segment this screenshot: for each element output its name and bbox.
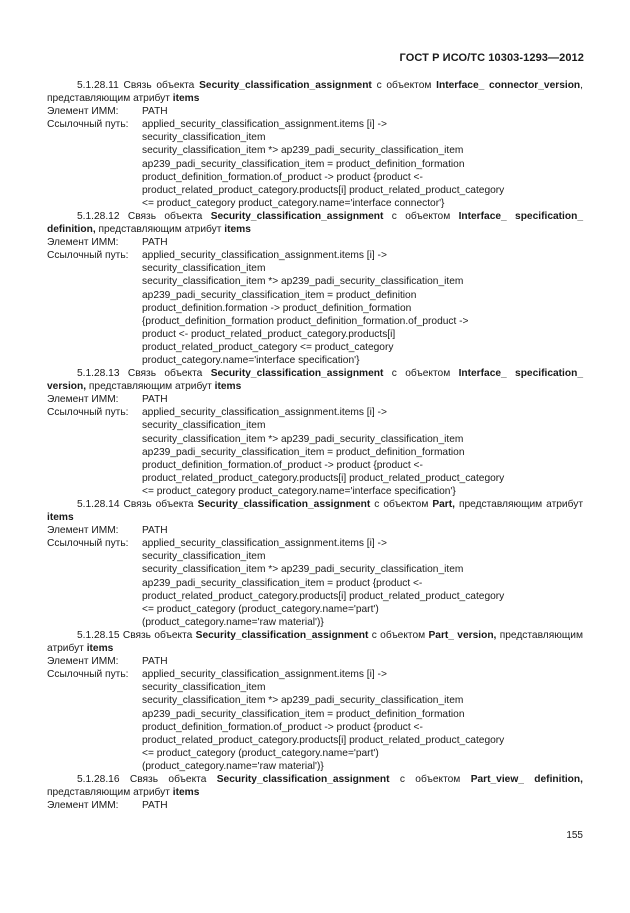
section-5-1-28-16 bbox=[47, 773, 583, 812]
target-entity: Part_view_ definition, bbox=[470, 773, 583, 785]
path-line: ap239_padi_security_classification_item = product_definition_formation bbox=[142, 708, 465, 720]
path-label: Ссылочный путь: bbox=[47, 669, 129, 681]
path-line: product_related_product_category.products[i] product_related_product_category bbox=[142, 734, 505, 746]
path-line: applied_security_classification_assignment.items [i] -> bbox=[142, 250, 387, 262]
section-5-1-28-12 bbox=[47, 210, 583, 367]
path-line: <= product_category (product_category.name='part') bbox=[142, 603, 379, 615]
section-mid: с объектом bbox=[399, 773, 461, 785]
path-line: security_classification_item bbox=[142, 551, 266, 563]
section-heading bbox=[47, 498, 583, 524]
entity-name: Security_classification_assignment bbox=[210, 210, 384, 222]
element-row bbox=[47, 799, 583, 812]
section-pre: Связь объекта bbox=[127, 210, 203, 222]
element-label: Элемент ИММ: bbox=[47, 525, 119, 537]
path-line: applied_security_classification_assignment.items [i] -> bbox=[142, 119, 387, 131]
section-mid: с объектом bbox=[374, 499, 429, 510]
path-line: ap239_padi_security_classification_item = product_definition_formation bbox=[142, 158, 465, 170]
section-post: представляющим атрибут bbox=[86, 381, 212, 393]
path-line: ap239_padi_security_classification_item = product {product <- bbox=[142, 577, 423, 589]
entity-name: Security_classification_assignment bbox=[195, 629, 369, 641]
section-post: , представляющим атрибут bbox=[47, 80, 584, 105]
path-line: product_definition.formation -> product_definition_formation bbox=[142, 302, 412, 314]
section-pre: Связь объекта bbox=[123, 80, 195, 91]
section-post: представляющим атрибут bbox=[95, 224, 222, 236]
path-line: security_classification_item *> ap239_padi_security_classification_item bbox=[142, 145, 464, 157]
path-line: (product_category.name='raw material')} bbox=[142, 760, 324, 772]
section-pre: Связь объекта bbox=[127, 368, 203, 380]
path-line: (product_category.name='raw material')} bbox=[142, 616, 324, 628]
attribute-name: items bbox=[172, 787, 200, 799]
element-label: Элемент ИММ: bbox=[47, 656, 119, 668]
attribute-name: items bbox=[214, 381, 242, 393]
section-pre: Связь объекта bbox=[123, 499, 194, 510]
attribute-name: items bbox=[172, 93, 200, 105]
path-line: applied_security_classification_assignment.items [i] -> bbox=[142, 538, 387, 550]
section-number: 5.1.28.12 bbox=[77, 210, 120, 222]
section-heading bbox=[47, 79, 583, 105]
element-value: PATH bbox=[142, 106, 168, 118]
element-value: PATH bbox=[142, 237, 168, 249]
path-row bbox=[47, 406, 583, 498]
section-5-1-28-11 bbox=[47, 79, 583, 210]
section-5-1-28-13 bbox=[47, 367, 583, 498]
target-entity: Part, bbox=[432, 499, 455, 510]
element-value: PATH bbox=[142, 525, 168, 537]
path-line: product_category.name='interface specification'} bbox=[142, 354, 360, 366]
path-row bbox=[47, 537, 583, 629]
path-line: product_related_product_category.products[i] product_related_product_category bbox=[142, 590, 505, 602]
section-number: 5.1.28.11 bbox=[77, 80, 119, 91]
path-line: <= product_category product_category.name='interface connector'} bbox=[142, 197, 445, 209]
element-value: PATH bbox=[142, 656, 168, 668]
attribute-name: items bbox=[47, 512, 74, 524]
path-line: product_related_product_category.products[i] product_related_product_category bbox=[142, 472, 505, 484]
target-entity: Interface_ connector_version bbox=[436, 80, 581, 91]
section-heading bbox=[47, 210, 583, 236]
element-label: Элемент ИММ: bbox=[47, 237, 119, 249]
section-mid: с объектом bbox=[391, 368, 451, 380]
path-line: security_classification_item *> ap239_padi_security_classification_item bbox=[142, 433, 464, 445]
element-label: Элемент ИММ: bbox=[47, 800, 119, 812]
section-mid: с объектом bbox=[376, 80, 432, 91]
path-line: {product_definition_formation product_definition_formation.of_product -> bbox=[142, 315, 469, 327]
path-line: product_definition_formation.of_product -> product {product <- bbox=[142, 171, 423, 183]
path-value bbox=[142, 118, 583, 210]
document-body bbox=[47, 79, 583, 812]
path-line: product_definition_formation.of_product -> product {product <- bbox=[142, 721, 423, 733]
path-line: <= product_category product_category.name='interface specification'} bbox=[142, 485, 456, 497]
path-value bbox=[142, 249, 583, 367]
section-heading bbox=[47, 367, 583, 393]
section-pre: Связь объекта bbox=[129, 773, 207, 785]
section-heading bbox=[47, 773, 583, 799]
section-post: представляющим атрибут bbox=[454, 499, 583, 510]
path-row bbox=[47, 249, 583, 367]
entity-name: Security_classification_assignment bbox=[210, 368, 384, 380]
target-entity: Interface_ specification_ version, bbox=[47, 368, 583, 393]
section-5-1-28-14 bbox=[47, 498, 583, 629]
element-row bbox=[47, 105, 583, 118]
element-value: PATH bbox=[142, 800, 168, 812]
path-line: product_related_product_category.products[i] product_related_product_category bbox=[142, 184, 505, 196]
path-line: product_definition_formation.of_product -> product {product <- bbox=[142, 459, 423, 471]
element-label: Элемент ИММ: bbox=[47, 106, 119, 118]
section-number: 5.1.28.13 bbox=[77, 368, 120, 380]
path-line: ap239_padi_security_classification_item = product_definition bbox=[142, 289, 417, 301]
path-line: security_classification_item *> ap239_padi_security_classification_item bbox=[142, 276, 464, 288]
path-label: Ссылочный путь: bbox=[47, 119, 129, 131]
element-label: Элемент ИММ: bbox=[47, 394, 119, 406]
path-row bbox=[47, 118, 583, 210]
entity-name: Security_classification_assignment bbox=[197, 499, 371, 510]
section-mid: с объектом bbox=[371, 629, 426, 641]
path-line: applied_security_classification_assignment.items [i] -> bbox=[142, 407, 387, 419]
path-label: Ссылочный путь: bbox=[47, 250, 129, 262]
section-number: 5.1.28.14 bbox=[77, 499, 120, 510]
section-post: представляющим атрибут bbox=[47, 629, 583, 655]
element-row bbox=[47, 524, 583, 537]
element-value: PATH bbox=[142, 394, 168, 406]
page-number: 155 bbox=[566, 830, 583, 841]
path-line: security_classification_item bbox=[142, 682, 266, 694]
path-line: <= product_category (product_category.name='part') bbox=[142, 747, 379, 759]
attribute-name: items bbox=[86, 643, 114, 655]
entity-name: Security_classification_assignment bbox=[199, 80, 372, 91]
section-pre: Связь объекта bbox=[122, 629, 193, 641]
path-line: security_classification_item *> ap239_padi_security_classification_item bbox=[142, 695, 464, 707]
path-value bbox=[142, 537, 583, 629]
path-row bbox=[47, 668, 583, 773]
path-line: security_classification_item bbox=[142, 263, 266, 275]
section-post: представляющим атрибут bbox=[47, 787, 170, 799]
element-row bbox=[47, 236, 583, 249]
element-row bbox=[47, 393, 583, 406]
path-label: Ссылочный путь: bbox=[47, 407, 129, 419]
path-value bbox=[142, 668, 583, 773]
section-mid: с объектом bbox=[391, 210, 451, 222]
section-number: 5.1.28.15 bbox=[77, 629, 120, 641]
path-line: applied_security_classification_assignment.items [i] -> bbox=[142, 669, 387, 681]
path-value bbox=[142, 406, 583, 498]
section-number: 5.1.28.16 bbox=[77, 773, 120, 785]
path-line: security_classification_item bbox=[142, 420, 266, 432]
path-line: product <- product_related_product_category.products[i] bbox=[142, 328, 396, 340]
path-label: Ссылочный путь: bbox=[47, 538, 129, 550]
path-line: ap239_padi_security_classification_item = product_definition_formation bbox=[142, 446, 465, 458]
document-header: ГОСТ Р ИСО/ТС 10303-1293—2012 bbox=[399, 52, 584, 64]
attribute-name: items bbox=[224, 224, 251, 236]
path-line: product_related_product_category <= product_category bbox=[142, 341, 394, 353]
path-line: security_classification_item bbox=[142, 132, 266, 144]
element-row bbox=[47, 655, 583, 668]
path-line: security_classification_item *> ap239_padi_security_classification_item bbox=[142, 564, 464, 576]
entity-name: Security_classification_assignment bbox=[216, 773, 390, 785]
section-5-1-28-15 bbox=[47, 629, 583, 773]
target-entity: Part_ version, bbox=[428, 629, 497, 641]
section-heading bbox=[47, 629, 583, 655]
target-entity: Interface_ specification_ definition, bbox=[47, 210, 583, 236]
